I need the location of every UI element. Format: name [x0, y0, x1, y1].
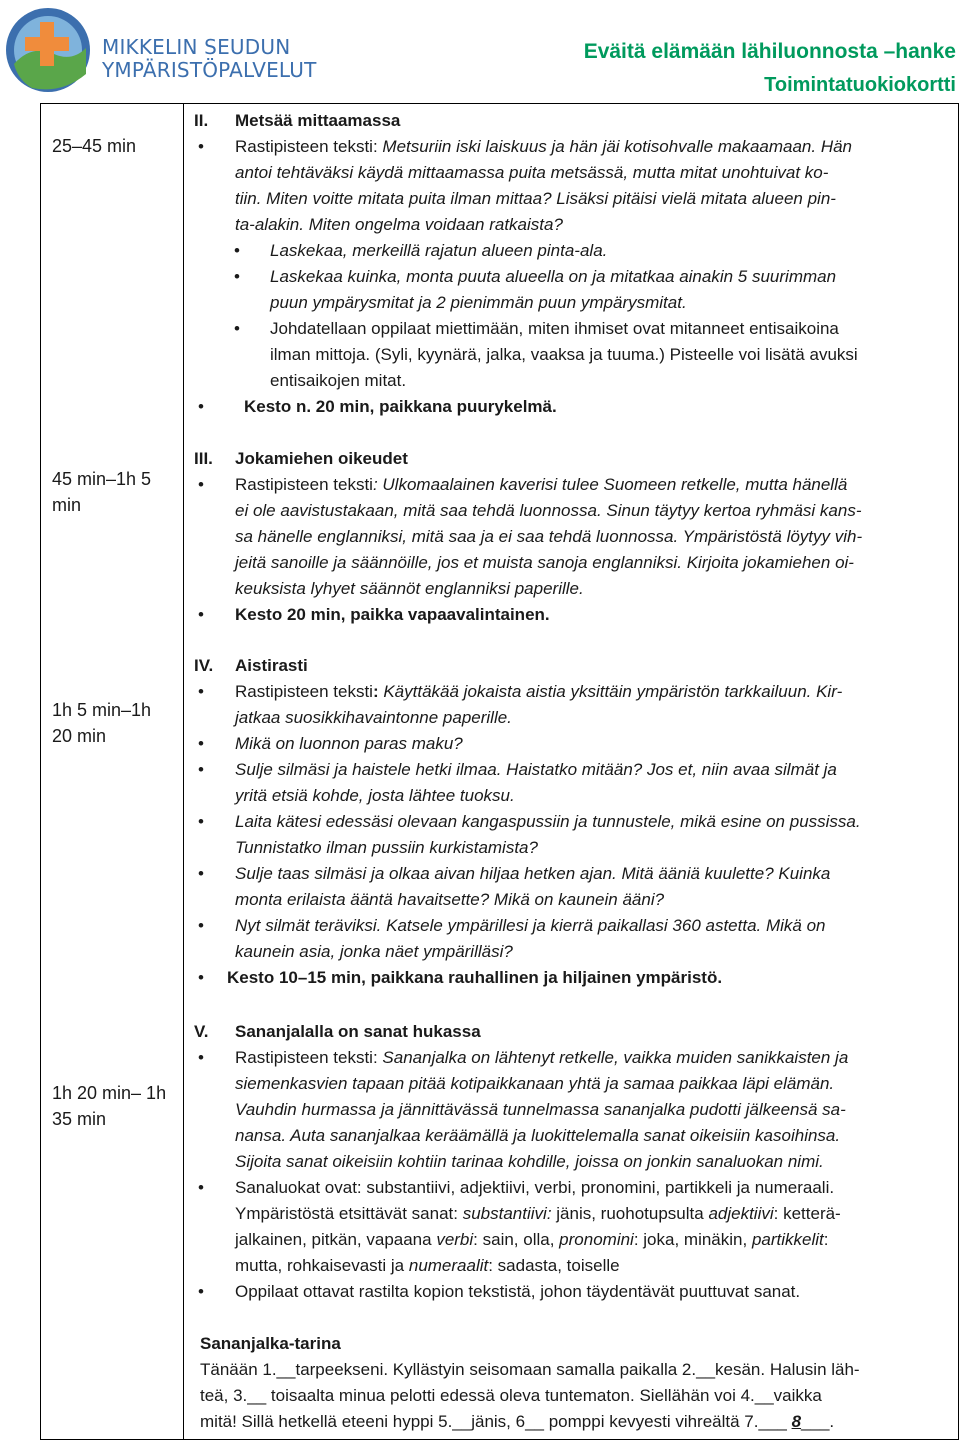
bullet-text: • Laita kätesi edessäsi olevaan kangaspussiin ja tunnustele, mikä esine on pussissa. — [235, 812, 861, 831]
word-class: verbi — [436, 1230, 474, 1249]
section-4 — [194, 653, 946, 991]
sub-bullet-text: puun ympärysmitat ja 2 pienimmän puun ympärysmitat. — [270, 293, 687, 312]
section-title: Metsää mittaamassa — [235, 111, 401, 130]
text-part: : ketterä- — [773, 1204, 841, 1223]
time-cell-3 — [52, 697, 180, 749]
sub-bullet-text: • Laskekaa kuinka, monta puuta alueella on ja mitatkaa ainakin 5 suurimman — [270, 267, 837, 286]
text-line — [235, 679, 946, 705]
station-text: ei ole aavistustakaan, mitä saa tehdä luonnossa. Sinun täytyy kertoa ryhmäsi kans- — [235, 501, 862, 520]
sub-bullet-item — [194, 238, 946, 264]
time-label: 1h 20 min– 1h — [52, 1083, 167, 1103]
station-text: siemenkasvien tapaan pitää kotipaikkanaan yhtä ja samaa paikkaa läpi elämän. — [235, 1074, 835, 1093]
word-class: pronomini — [559, 1230, 634, 1249]
story-blank-number: 8 — [791, 1412, 802, 1431]
header-title: Eväitä elämään lähiluonnosta –hanke — [583, 40, 956, 63]
station-text: Vauhdin hurmassa ja jännittävässä tunnelmassa sananjalka pudotti jälkeensä sa- — [235, 1100, 846, 1119]
text-colon: : — [372, 682, 384, 701]
time-label: 35 min — [52, 1109, 107, 1129]
text-label: Rastipisteen teksti — [235, 682, 373, 701]
time-label: 20 min — [52, 726, 107, 746]
word-class: adjektiivi — [708, 1204, 774, 1223]
brand-line-2: YMPÄRISTÖPALVELUT — [102, 58, 317, 82]
bullet-item — [194, 757, 946, 809]
time-label: min — [52, 495, 82, 515]
section-2 — [194, 108, 946, 420]
roman-numeral: III. — [194, 449, 213, 468]
section-title: Sananjalalla on sanat hukassa — [235, 1022, 481, 1041]
bullet-text: • Sulje silmäsi ja haistele hetki ilmaa. Haistatko mitään? Jos et, niin avaa silmät ja — [235, 760, 837, 779]
station-text: ta-alakin. Miten ongelma voidaan ratkaista? — [235, 215, 563, 234]
story-line: Tänään 1.__tarpeekseni. Kyllästyin seisomaan samalla paikalla 2.__kesän. Halusin läh- — [200, 1360, 860, 1379]
bullet-text: kaunein asia, jonka näet ympärilläsi? — [235, 942, 513, 961]
story-part: mitä! Sillä hetkellä eteeni hyppi 5.__jänis, 6__ pomppi kevyesti vihreältä 7.___ — [200, 1412, 792, 1431]
text-part: : — [823, 1230, 829, 1249]
station-text: jatkaa suosikkihavaintonne paperille. — [235, 708, 512, 727]
station-text: tiin. Miten voitte mitata puita ilman mittaa? Lisäksi pitäisi vielä mitata alueen pin- — [235, 189, 836, 208]
text-label: Rastipisteen teksti: — [235, 1048, 383, 1067]
station-text: : Ulkomaalainen kaverisi tulee Suomeen retkelle, mutta hänellä — [372, 475, 848, 494]
text-part: Ympäristöstä etsittävät sanat: — [235, 1204, 463, 1223]
logo-icon — [2, 4, 94, 96]
station-text: jeitä sanoille ja säännöille, jos et muista sanoja englanniksi. Kirjoita jokamiehen oi- — [235, 553, 854, 572]
station-text: nansa. Auta sananjalkaa keräämällä ja luokittelemalla sanat oikeisiin kasoihinsa. — [235, 1126, 841, 1145]
station-text: Käyttäkää jokaista aistia yksittäin ympäristön tarkkailuun. Kir- — [383, 682, 843, 701]
time-cell-1 — [52, 133, 180, 159]
bullet-item — [194, 1045, 946, 1175]
section-heading — [194, 108, 946, 134]
sub-bullet-text: • Laskekaa, merkeillä rajatun alueen pinta-ala. — [270, 241, 608, 260]
bullet-text: monta erilaista ääntä havaitsette? Mikä on kaunein ääni? — [235, 890, 665, 909]
duration-text: • Kesto 10–15 min, paikkana rauhallinen ja hiljainen ympäristö. — [227, 968, 723, 987]
station-text: sa hänelle englanniksi, mitä saa ja ei saa tehdä luonnossa. Ympäristöstä löytyy vih- — [235, 527, 863, 546]
page-header — [0, 0, 960, 100]
story-text — [194, 1357, 946, 1435]
story-part: ___. — [801, 1412, 835, 1431]
bullet-text: • Nyt silmät teräviksi. Katsele ympärillesi ja kierrä paikallasi 360 astetta. Mikä on — [235, 916, 826, 935]
story-line: teä, 3.__ toisaalta minua pelotti edessä oleva tuntematon. Siellähän voi 4.__vaikka — [200, 1386, 822, 1405]
bullet-text-line — [235, 1227, 946, 1253]
time-label: 1h 5 min–1h — [52, 700, 152, 720]
bullet-item — [194, 472, 946, 602]
time-cell-4 — [52, 1080, 180, 1132]
text-label: Rastipisteen teksti — [235, 475, 373, 494]
text-part: : joka, minäkin, — [633, 1230, 752, 1249]
section-heading — [194, 653, 946, 679]
time-label: 45 min–1h 5 — [52, 469, 152, 489]
station-text: antoi tehtäväksi käydä mittaamassa puita metsässä, mutta mitat unohtuivat ko- — [235, 163, 829, 182]
roman-numeral: IV. — [194, 656, 214, 675]
brand-name — [102, 36, 317, 82]
duration-text: • Kesto n. 20 min, paikkana puurykelmä. — [244, 397, 557, 416]
section-title: Jokamiehen oikeudet — [235, 449, 408, 468]
sub-bullet-text: • Johdatellaan oppilaat miettimään, miten ihmiset ovat mitanneet entisaikoina — [270, 319, 839, 338]
bullet-item — [194, 602, 946, 628]
bullet-text: Tunnistatko ilman pussiin kurkistamista? — [235, 838, 538, 857]
bullet-text: • Sanaluokat ovat: substantiivi, adjektiivi, verbi, pronomini, partikkeli ja numeraali. — [235, 1178, 835, 1197]
bullet-item — [194, 1279, 946, 1305]
sub-bullet-item — [194, 316, 946, 394]
station-text: Sananjalka on lähtenyt retkelle, vaikka muiden sanikkaisten ja — [382, 1048, 849, 1067]
section-3 — [194, 446, 946, 628]
story-line — [200, 1409, 946, 1435]
bullet-text: • Oppilaat ottavat rastilta kopion tekstistä, johon täydentävät puuttuvat sanat. — [235, 1282, 801, 1301]
bullet-text: • Mikä on luonnon paras maku? — [235, 734, 463, 753]
brand-line-1: MIKKELIN SEUDUN — [102, 35, 291, 59]
time-label: 25–45 min — [52, 136, 137, 156]
bullet-text: yritä etsiä kohde, josta lähtee tuoksu. — [235, 786, 515, 805]
text-line — [235, 1045, 946, 1071]
bullet-item — [194, 731, 946, 757]
bullet-text-line — [235, 1253, 946, 1279]
sub-bullet-text: entisaikojen mitat. — [270, 371, 407, 390]
word-class: substantiivi: — [462, 1204, 552, 1223]
text-part: jänis, ruohotupsulta — [551, 1204, 709, 1223]
section-5 — [194, 1019, 946, 1435]
sub-bullet-item — [194, 264, 946, 316]
text-part: mutta, rohkaisevasti ja — [235, 1256, 409, 1275]
bullet-item — [194, 134, 946, 238]
header-subtitle: Toimintatuokiokortti — [764, 74, 956, 96]
text-part: jalkainen, pitkän, vapaana — [235, 1230, 437, 1249]
sub-bullet-text: ilman mittoja. (Syli, kyynärä, jalka, vaaksa ja tuuma.) Pisteelle voi lisätä avuksi — [270, 345, 858, 364]
bullet-item — [194, 809, 946, 861]
column-divider — [183, 103, 184, 1440]
text-part: : sadasta, toiselle — [488, 1256, 620, 1275]
text-line — [235, 134, 946, 160]
bullet-text: • Sulje taas silmäsi ja olkaa aivan hiljaa hetken ajan. Mitä ääniä kuulette? Kuinka — [235, 864, 831, 883]
station-text: Metsuriin iski laiskuus ja hän jäi kotisohvalle makaamaan. Hän — [382, 137, 853, 156]
bullet-item — [194, 861, 946, 913]
text-part: : sain, olla, — [473, 1230, 560, 1249]
station-text: Sijoita sanat oikeisiin kohtiin tarinaa kohdille, joissa on jonkin sanaluokan nimi. — [235, 1152, 824, 1171]
bullet-text-line — [235, 1201, 946, 1227]
bullet-item — [194, 965, 946, 991]
station-text: keuksista lyhyet säännöt englanniksi paperille. — [235, 579, 584, 598]
bullet-item — [194, 1175, 946, 1279]
bullet-item — [194, 913, 946, 965]
bullet-item — [194, 394, 946, 420]
word-class: numeraalit — [408, 1256, 489, 1275]
duration-text: • Kesto 20 min, paikka vapaavalintainen. — [235, 605, 550, 624]
roman-numeral: II. — [194, 111, 209, 130]
roman-numeral: V. — [194, 1022, 209, 1041]
time-cell-2 — [52, 466, 180, 518]
section-heading — [194, 1019, 946, 1045]
story-title: Sananjalka-tarina — [200, 1334, 341, 1353]
word-class: partikkelit — [751, 1230, 824, 1249]
bullet-item — [194, 679, 946, 731]
text-label: Rastipisteen teksti: — [235, 137, 383, 156]
section-heading — [194, 446, 946, 472]
text-line — [235, 472, 946, 498]
section-title: Aistirasti — [235, 656, 308, 675]
